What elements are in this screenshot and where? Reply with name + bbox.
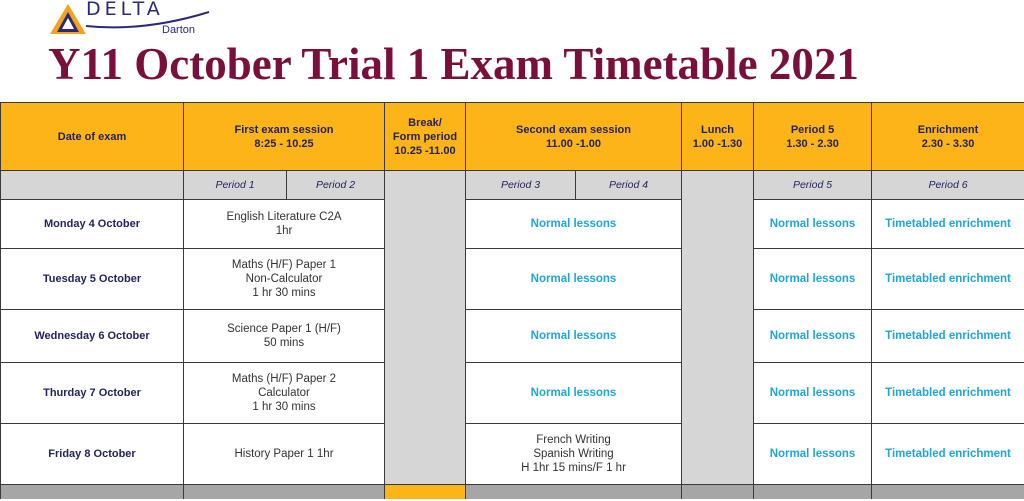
table-row xyxy=(1,249,1024,310)
period5-cell: Normal lessons xyxy=(754,249,872,310)
second-session-cell: Normal lessons xyxy=(466,249,682,310)
bottom-band-row xyxy=(1,485,1024,500)
enrichment-cell: Timetabled enrichment xyxy=(872,249,1024,310)
enrichment-header: Enrichment 2.30 - 3.30 xyxy=(872,103,1024,171)
logo-text: DELTA xyxy=(86,0,164,20)
table-row xyxy=(1,200,1024,249)
period5-cell: Normal lessons xyxy=(754,363,872,424)
first-session-cell: English Literature C2A 1hr xyxy=(184,200,385,249)
exam-timetable xyxy=(0,102,1024,499)
second-session-cell: French Writing Spanish Writing H 1hr 15 mins/F 1 hr xyxy=(466,424,682,485)
page-title: Y11 October Trial 1 Exam Timetable 2021 xyxy=(48,39,859,89)
triangle-logo-icon xyxy=(48,2,88,36)
first-session-cell: Maths (H/F) Paper 2 Calculator 1 hr 30 mins xyxy=(184,363,385,424)
enrichment-cell: Timetabled enrichment xyxy=(872,424,1024,485)
bottom-cell xyxy=(872,485,1024,500)
date-cell: Monday 4 October xyxy=(1,200,184,249)
period5-cell: Normal lessons xyxy=(754,310,872,363)
first-session-cell: History Paper 1 1hr xyxy=(184,424,385,485)
enrichment-cell: Timetabled enrichment xyxy=(872,363,1024,424)
period-1-label: Period 1 xyxy=(184,171,287,200)
break-header: Break/ Form period 10.25 -11.00 xyxy=(385,103,466,171)
lunch-header: Lunch 1.00 -1.30 xyxy=(682,103,754,171)
bottom-cell xyxy=(1,485,184,500)
bottom-cell xyxy=(184,485,385,500)
period5-cell: Normal lessons xyxy=(754,424,872,485)
period-4-label: Period 4 xyxy=(576,171,682,200)
table-row xyxy=(1,310,1024,363)
lunch-column xyxy=(682,171,754,485)
period5-cell: Normal lessons xyxy=(754,200,872,249)
period-blank-cell xyxy=(1,171,184,200)
period-5-label: Period 5 xyxy=(754,171,872,200)
bottom-cell xyxy=(754,485,872,500)
date-cell: Friday 8 October xyxy=(1,424,184,485)
bottom-cell xyxy=(385,485,466,500)
header-row xyxy=(1,103,1024,171)
enrichment-cell: Timetabled enrichment xyxy=(872,310,1024,363)
period-row xyxy=(1,171,1024,200)
period5-header: Period 5 1.30 - 2.30 xyxy=(754,103,872,171)
date-cell: Wednesday 6 October xyxy=(1,310,184,363)
second-session-cell: Normal lessons xyxy=(466,200,682,249)
second-session-cell: Normal lessons xyxy=(466,363,682,424)
first-session-cell: Maths (H/F) Paper 1 Non-Calculator 1 hr 30 mins xyxy=(184,249,385,310)
date-cell: Tuesday 5 October xyxy=(1,249,184,310)
date-header: Date of exam xyxy=(1,103,184,171)
second-session-header: Second exam session 11.00 -1.00 xyxy=(466,103,682,171)
table-row xyxy=(1,363,1024,424)
first-session-cell: Science Paper 1 (H/F) 50 mins xyxy=(184,310,385,363)
logo-subtext: Darton xyxy=(162,24,196,36)
enrichment-cell: Timetabled enrichment xyxy=(872,200,1024,249)
period-6-label: Period 6 xyxy=(872,171,1024,200)
first-session-header: First exam session 8:25 - 10.25 xyxy=(184,103,385,171)
period-2-label: Period 2 xyxy=(287,171,385,200)
bottom-cell xyxy=(682,485,754,500)
table-row xyxy=(1,424,1024,485)
second-session-cell: Normal lessons xyxy=(466,310,682,363)
bottom-cell xyxy=(466,485,682,500)
period-3-label: Period 3 xyxy=(466,171,576,200)
break-column xyxy=(385,171,466,485)
date-cell: Thurday 7 October xyxy=(1,363,184,424)
